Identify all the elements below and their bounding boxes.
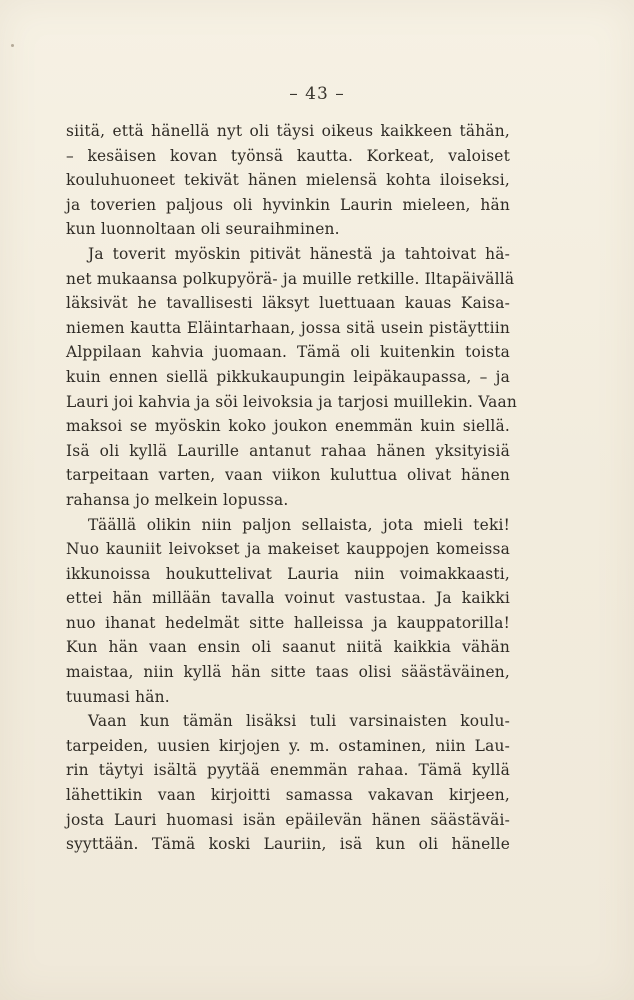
text-line: niemen kautta Eläintarhaan, jossa sitä usein pistäyttiin <box>66 318 510 337</box>
text-line: rahansa jo melkein lopussa. <box>66 490 289 509</box>
text-line: josta Lauri huomasi isän epäilevän hänen säästäväi- <box>66 810 510 829</box>
text-line: tarpeiden, uusien kirjojen y. m. ostaminen, niin Lau- <box>66 736 510 755</box>
text-line: Vaan kun tämän lisäksi tuli varsinaisten koulu- <box>88 712 510 731</box>
text-line: kouluhuoneet tekivät hänen mielensä kohta iloiseksi, <box>66 171 510 190</box>
text-line: net mukaansa polkupyörä- ja muille retkille. Iltapäivällä <box>66 269 515 288</box>
text-line: syyttään. Tämä koski Lauriin, isä kun oli hänelle <box>66 835 510 854</box>
text-line: kun luonnoltaan oli seuraihminen. <box>66 220 340 239</box>
text-line: Ja toverit myöskin pitivät hänestä ja tahtoivat hä- <box>88 244 510 263</box>
text-line: ja toverien paljous oli hyvinkin Laurin mieleen, hän <box>66 195 510 214</box>
text-line: ettei hän millään tavalla voinut vastustaa. Ja kaikki <box>66 589 510 608</box>
text-line: tarpeitaan varten, vaan viikon kuluttua olivat hänen <box>66 466 510 485</box>
text-line: rin täytyi isältä pyytää enemmän rahaa. Tämä kyllä <box>66 761 510 780</box>
text-line: Lauri joi kahvia ja söi leivoksia ja tarjosi muillekin. Vaan <box>66 392 517 411</box>
text-line: lähettikin vaan kirjoitti samassa vakavan kirjeen, <box>66 786 510 805</box>
text-line: Kun hän vaan ensin oli saanut niitä kaikkia vähän <box>66 638 510 657</box>
body-text <box>66 119 517 857</box>
text-line: Täällä olikin niin paljon sellaista, jota mieli teki! <box>88 515 510 534</box>
text-line: ikkunoissa houkuttelivat Lauria niin voimakkaasti, <box>66 564 510 583</box>
paper-speck <box>11 44 14 47</box>
text-line: Nuo kauniit leivokset ja makeiset kauppojen komeissa <box>66 540 510 559</box>
text-line: Isä oli kyllä Laurille antanut rahaa hänen yksityisiä <box>66 441 510 460</box>
text-line: nuo ihanat hedelmät sitte halleissa ja kauppatorilla! <box>66 613 510 632</box>
page-number: – 43 – <box>289 84 345 104</box>
text-line: Alppilaan kahvia juomaan. Tämä oli kuitenkin toista <box>66 343 510 362</box>
text-line: tuumasi hän. <box>66 687 170 706</box>
text-line: maksoi se myöskin koko joukon enemmän kuin siellä. <box>66 417 510 436</box>
text-line: läksivät he tavallisesti läksyt luettuaan kauas Kaisa- <box>66 294 510 313</box>
text-line: maistaa, niin kyllä hän sitte taas olisi säästäväinen, <box>66 663 510 682</box>
text-line: siitä, että hänellä nyt oli täysi oikeus kaikkeen tähän, <box>66 122 510 140</box>
text-line: – kesäisen kovan työnsä kautta. Korkeat, valoiset <box>66 146 510 165</box>
text-line: kuin ennen siellä pikkukaupungin leipäkaupassa, – ja <box>66 367 510 386</box>
